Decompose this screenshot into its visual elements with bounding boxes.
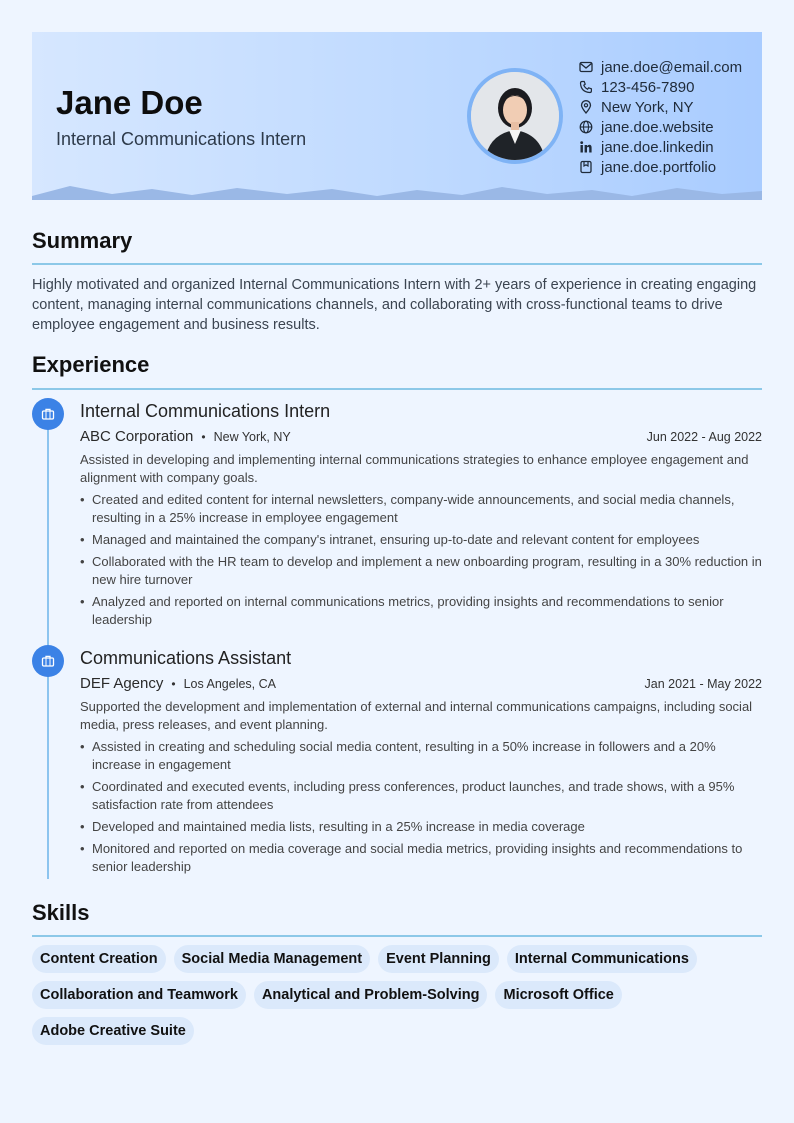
- skills-list: [32, 945, 762, 1045]
- job-company: DEF Agency: [80, 675, 164, 692]
- mail-icon: [578, 59, 594, 75]
- contact-location-text: New York, NY: [601, 98, 694, 116]
- linkedin-icon: [578, 139, 594, 155]
- briefcase-icon: [32, 645, 64, 677]
- contact-location: [578, 97, 742, 117]
- candidate-role: Internal Communications Intern: [56, 129, 307, 149]
- contact-website-text: jane.doe.website: [601, 118, 714, 136]
- summary-heading: Summary: [32, 228, 133, 253]
- contact-phone[interactable]: [578, 77, 742, 97]
- skill-chip: Event Planning: [378, 945, 499, 973]
- job-meta: [80, 675, 762, 695]
- skills-heading: Skills: [32, 900, 90, 925]
- header-banner: [32, 32, 762, 200]
- skill-chip: Microsoft Office: [495, 981, 621, 1009]
- globe-icon: [578, 119, 594, 135]
- contact-email[interactable]: [578, 57, 742, 77]
- list-item: • Monitored and reported on media coverage and social media metrics, providing insights and recommendations to senior leadership: [80, 840, 762, 876]
- list-item: • Created and edited content for internal newsletters, company-wide announcements, and social media channels, resulting in a 25% increase in employee engagement: [80, 491, 762, 527]
- job-title: Internal Communications Intern: [80, 401, 331, 421]
- summary-divider: [32, 263, 762, 265]
- experience-heading: Experience: [32, 352, 150, 377]
- job-bullets: [80, 738, 762, 880]
- job-title: Communications Assistant: [80, 648, 292, 668]
- location-pin-icon: [578, 99, 594, 115]
- phone-icon: [578, 79, 594, 95]
- list-item: • Analyzed and reported on internal communications metrics, providing insights and recommendations to senior leadership: [80, 593, 762, 629]
- contact-email-text: jane.doe@email.com: [601, 58, 743, 76]
- list-item: • Developed and maintained media lists, resulting in a 25% increase in media coverage: [80, 818, 762, 836]
- candidate-name: Jane Doe: [56, 84, 203, 121]
- contact-phone-text: 123-456-7890: [601, 78, 695, 96]
- skills-divider: [32, 935, 762, 937]
- job-dates: Jan 2021 - May 2022: [644, 677, 762, 691]
- portfolio-icon: [578, 159, 594, 175]
- job-location: Los Angeles, CA: [183, 677, 276, 691]
- job-location: New York, NY: [213, 430, 291, 444]
- skill-chip: Content Creation: [32, 945, 166, 973]
- contact-list: [578, 57, 742, 177]
- skill-chip: Analytical and Problem-Solving: [254, 981, 488, 1009]
- job-dates: Jun 2022 - Aug 2022: [646, 430, 762, 444]
- job-description: Supported the development and implementation of external and internal communications campaigns, including social media, press releases, and event planning.: [80, 699, 753, 732]
- list-item: • Coordinated and executed events, including press conferences, product launches, and trade shows, with a 95% satisfaction rate from attendees: [80, 778, 762, 814]
- avatar: [467, 68, 563, 164]
- job-meta: [80, 428, 762, 448]
- skill-chip: Internal Communications: [507, 945, 697, 973]
- contact-portfolio[interactable]: [578, 157, 742, 177]
- resume-page: [32, 32, 762, 1039]
- experience-divider: [32, 388, 762, 390]
- summary-text: Highly motivated and organized Internal Communications Intern with 2+ years of experience in creating engaging content, managing internal communications channels, and collaborating with cross-functional teams to drive employee engagement and business results.: [32, 277, 757, 333]
- job-description: Assisted in developing and implementing internal communications strategies to enhance employee engagement and alignment with company goals.: [80, 452, 749, 485]
- contact-website[interactable]: [578, 117, 742, 137]
- job-company: ABC Corporation: [80, 428, 194, 445]
- briefcase-icon: [32, 398, 64, 430]
- contact-linkedin-text: jane.doe.linkedin: [601, 138, 714, 156]
- separator-dot: •: [201, 430, 206, 444]
- header-wave-decoration: [32, 184, 762, 200]
- list-item: • Managed and maintained the company's intranet, ensuring up-to-date and relevant content for employees: [80, 531, 762, 549]
- contact-portfolio-text: jane.doe.portfolio: [601, 158, 717, 176]
- job-bullets: [80, 491, 762, 633]
- contact-linkedin[interactable]: [578, 137, 742, 157]
- list-item: • Collaborated with the HR team to develop and implement a new onboarding program, resulting in a 30% reduction in new hire turnover: [80, 553, 762, 589]
- skill-chip: Adobe Creative Suite: [32, 1017, 194, 1045]
- separator-dot: •: [171, 677, 176, 691]
- skill-chip: Social Media Management: [174, 945, 371, 973]
- skill-chip: Collaboration and Teamwork: [32, 981, 246, 1009]
- list-item: • Assisted in creating and scheduling social media content, resulting in a 50% increase in followers and a 20% increase in engagement: [80, 738, 762, 774]
